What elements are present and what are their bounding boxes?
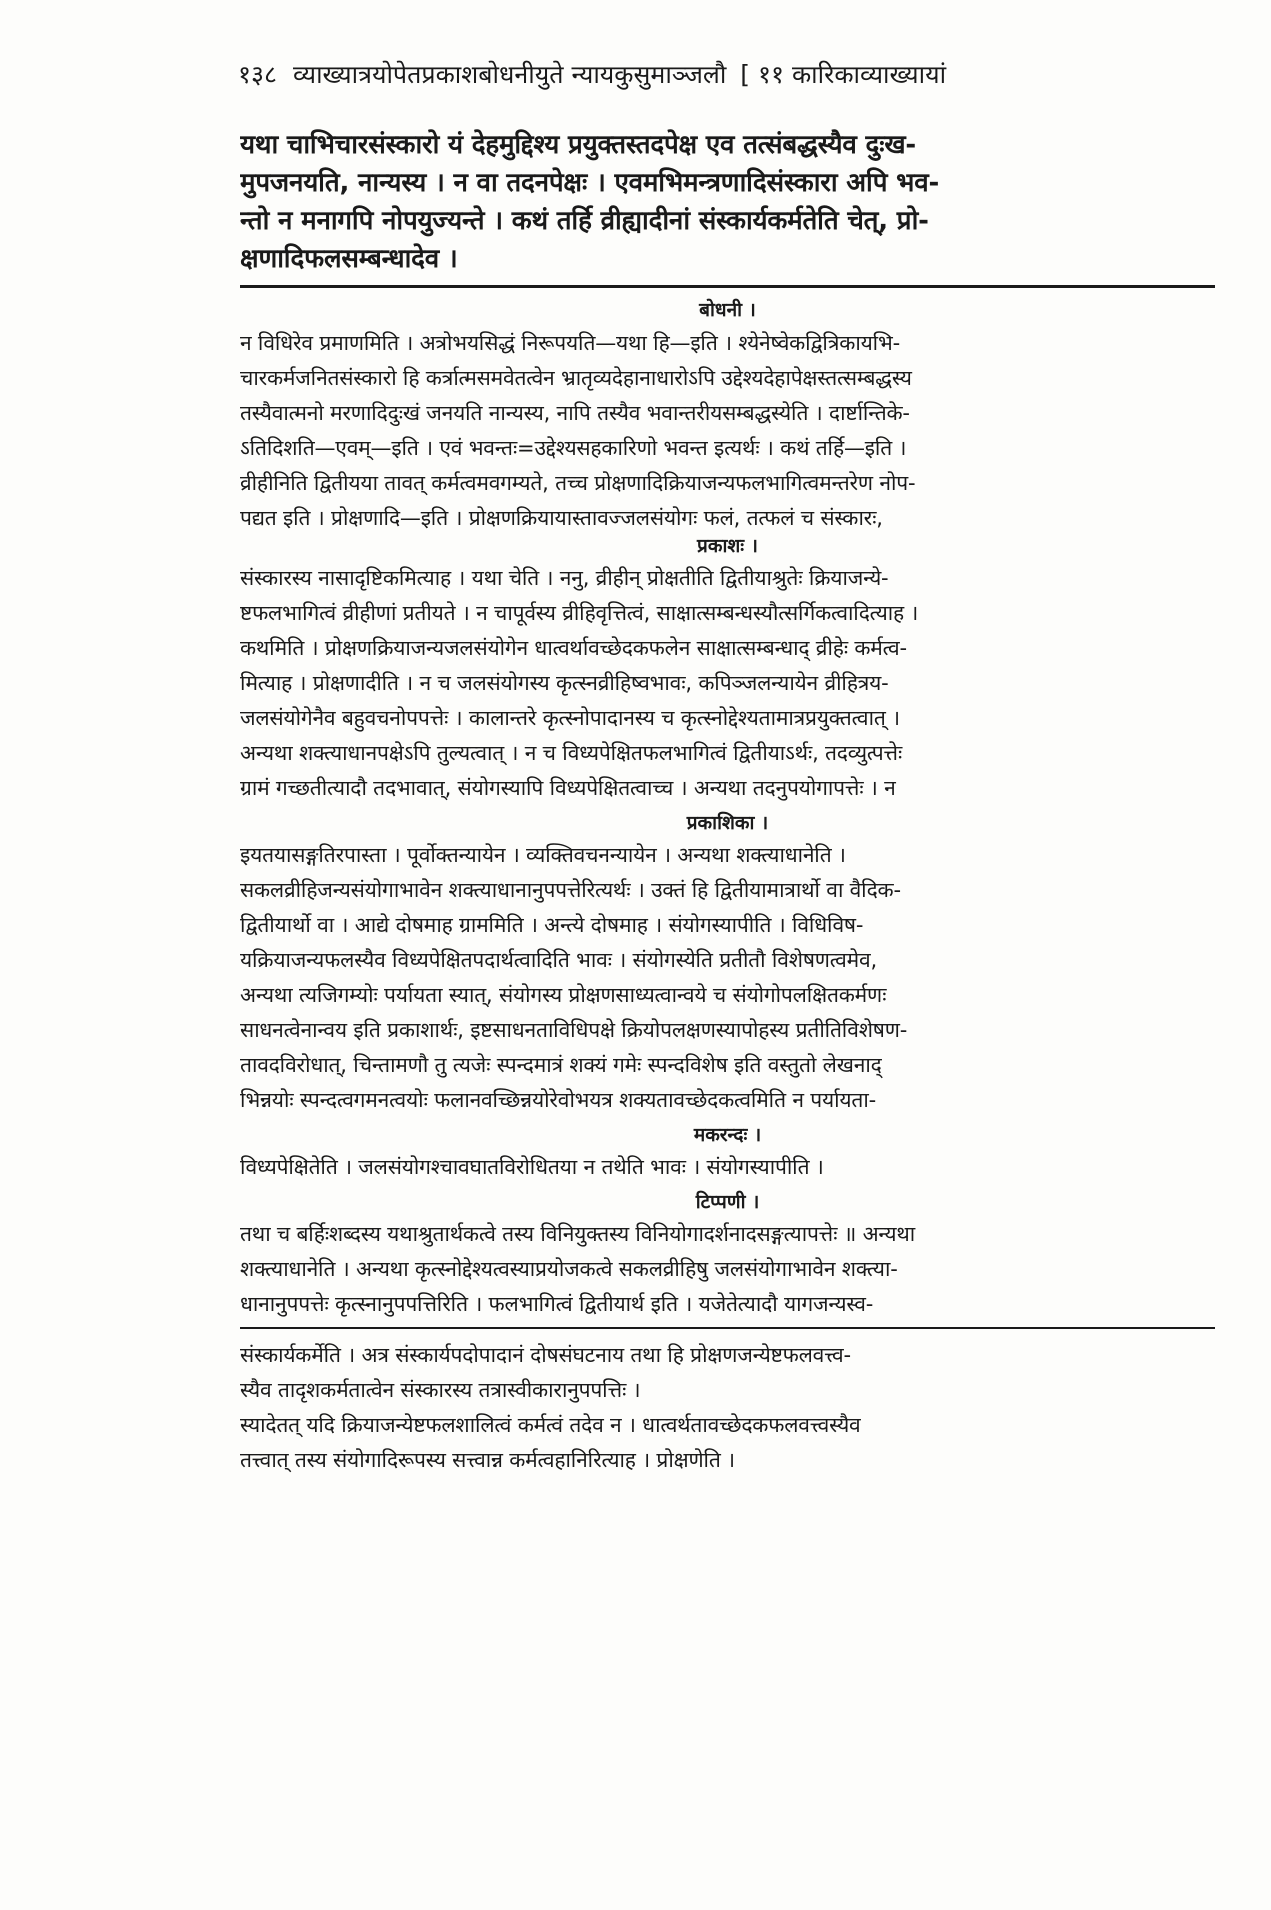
prakasha-commentary <box>240 561 1215 806</box>
prakashika-line: इयतयासङ्गतिरपास्ता । पूर्वोक्तन्यायेन । व्यक्तिवचनन्यायेन । अन्यथा शक्त्याधानेति । <box>240 843 846 867</box>
prakashika-line: सकलव्रीहिजन्यसंयोगाभावेन शक्त्याधानानुपपत्तेरित्यर्थः । उक्तं हि द्वितीयामात्रार्थो वा वैदिक- <box>240 878 901 902</box>
bodhani-line: व्रीहीनिति द्वितीयया तावत् कर्मत्वमवगम्यते, तच्च प्रोक्षणादिक्रियाजन्यफलभागित्वमन्तरेण नोप- <box>240 471 916 495</box>
bodhani-commentary <box>240 326 1215 536</box>
prakasha-line: जलसंयोगेनैव बहुवचनोपपत्तेः । कालान्तरे कृत्स्नोपादानस्य च कृत्स्नोद्देश्यतामात्रप्रयुक्तत्वात् । <box>240 706 900 730</box>
prakasha-line: मित्याह । प्रोक्षणादीति । न च जलसंयोगस्य कृत्स्नव्रीहिष्वभावः, कपिञ्जलन्यायेन व्रीहित्रय- <box>240 671 889 695</box>
bodhani-heading: बोधनी । <box>699 299 756 321</box>
main-text <box>240 126 1215 278</box>
main-text-line: यथा चाभिचारसंस्कारो यं देहमुद्दिश्य प्रयुक्तस्तदपेक्ष एव तत्संबद्धस्यैव दुःख- <box>240 130 917 160</box>
main-text-divider <box>240 285 1215 288</box>
header-title: व्याख्यात्रयोपेतप्रकाशबोधनीयुते न्यायकुसुमाञ्जलौ <box>293 60 727 89</box>
bodhani-line: चारकर्मजनितसंस्कारो हि कर्त्रात्मसमवेतत्वेन भ्रातृव्यदेहानाधारोऽपि उद्देश्यदेहापेक्षस्तत्सम्बद्धस्य <box>240 366 912 390</box>
makaranda-commentary <box>240 1150 1215 1185</box>
running-header <box>238 58 1218 92</box>
main-text-line: क्षणादिफलसम्बन्धादेव । <box>240 244 458 274</box>
prakashika-line: द्वितीयार्थो वा । आद्ये दोषमाह ग्राममिति । अन्त्ये दोषमाह । संयोगस्यापीति । विधिविष- <box>240 913 864 937</box>
tippani-heading: टिप्पणी । <box>695 1191 760 1213</box>
prakashika-line: साधनत्वेनान्वय इति प्रकाशार्थः, इष्टसाधनताविधिपक्षे क्रियोपलक्षणस्यापोहस्य प्रतीतिविशेषण- <box>240 1018 908 1042</box>
footnote-line: स्यादेतत् यदि क्रियाजन्येष्टफलशालित्वं कर्मत्वं तदेव न । धात्वर्थतावच्छेदकफलवत्त्वस्यैव <box>240 1413 861 1437</box>
tippani-commentary <box>240 1217 1215 1322</box>
prakashika-line: तावदविरोधात्, चिन्तामणौ तु त्यजेः स्पन्दमात्रं शक्यं गमेः स्पन्दविशेष इति वस्तुतो लेखनाद् <box>240 1053 882 1077</box>
makaranda-heading: मकरन्दः । <box>693 1124 762 1146</box>
prakasha-line: संस्कारस्य नासादृष्टिकमित्याह । यथा चेति । ननु, व्रीहीन् प्रोक्षतीति द्वितीयाश्रुतेः क्रियाजन्ये- <box>240 566 889 590</box>
prakashika-line: भिन्नयोः स्पन्दत्वगमनत्वयोः फलानवच्छिन्नयोरेवोभयत्र शक्यतावच्छेदकत्वमिति न पर्यायता- <box>240 1088 876 1112</box>
prakashika-heading: प्रकाशिका । <box>686 812 769 834</box>
bodhani-line: ऽतिदिशति—एवम्—इति । एवं भवन्तः=उद्देश्यसहकारिणो भवन्त इत्यर्थः । कथं तर्हि—इति । <box>240 436 907 460</box>
footnote-divider <box>240 1327 1215 1329</box>
page-number: १३८ <box>238 60 278 89</box>
prakashika-line: अन्यथा त्यजिगम्योः पर्यायता स्यात्, संयोगस्य प्रोक्षणसाध्यत्वान्वये च संयोगोपलक्षितकर्मणः <box>240 983 887 1007</box>
tippani-line: धानानुपपत्तेः कृत्स्नानुपपत्तिरिति । फलभागित्वं द्वितीयार्थ इति । यजेतेत्यादौ यागजन्यस्व- <box>240 1292 874 1316</box>
bodhani-line: तस्यैवात्मनो मरणादिदुःखं जनयति नान्यस्य, नापि तस्यैव भवान्तरीयसम्बद्धस्येति । दार्ष्टान्तिके- <box>240 401 910 425</box>
header-section: [ ११ कारिकाव्याख्यायां <box>740 60 947 89</box>
bodhani-line: न विधिरेव प्रमाणमिति । अत्रोभयसिद्धं निरूपयति—यथा हि—इति । श्येनेष्वेकद्वित्रिकायभि- <box>240 331 900 355</box>
prakasha-heading: प्रकाशः । <box>697 535 758 557</box>
prakasha-line: ग्रामं गच्छतीत्यादौ तदभावात्, संयोगस्यापि विध्यपेक्षितत्वाच्च । अन्यथा तदनुपयोगापत्तेः । न <box>240 776 896 800</box>
bodhani-line: पद्यत इति । प्रोक्षणादि—इति । प्रोक्षणक्रियायास्तावज्जलसंयोगः फलं, तत्फलं च संस्कारः, <box>240 506 883 530</box>
tippani-line: तथा च बर्हिःशब्दस्य यथाश्रुतार्थकत्वे तस्य विनियुक्तस्य विनियोगादर्शनादसङ्गत्यापत्तेः ॥ अन्यथा <box>240 1222 916 1246</box>
prakasha-line: कथमिति । प्रोक्षणक्रियाजन्यजलसंयोगेन धात्वर्थावच्छेदकफलेन साक्षात्सम्बन्धाद् व्रीहेः कर्मत्व- <box>240 636 907 660</box>
prakashika-commentary <box>240 838 1215 1118</box>
footnote-line: तत्त्वात् तस्य संयोगादिरूपस्य सत्त्वान्न कर्मत्वहानिरित्याह । प्रोक्षणेति । <box>240 1448 735 1472</box>
main-text-line: न्तो न मनागपि नोपयुज्यन्ते । कथं तर्हि व्रीह्यादीनां संस्कार्यकर्मतेति चेत्, प्रो- <box>240 206 929 236</box>
footnote-line: स्यैव तादृशकर्मतात्वेन संस्कारस्य तत्रास्वीकारानुपपत्तिः । <box>240 1378 641 1402</box>
prakashika-line: यक्रियाजन्यफलस्यैव विध्यपेक्षितपदार्थत्वादिति भावः । संयोगस्येति प्रतीतौ विशेषणत्वमेव, <box>240 948 877 972</box>
footnote-section <box>240 1338 1215 1478</box>
tippani-line: शक्त्याधानेति । अन्यथा कृत्स्नोद्देश्यत्वस्याप्रयोजकत्वे सकलव्रीहिषु जलसंयोगाभावेन शक्त्या- <box>240 1257 898 1281</box>
prakasha-line: अन्यथा शक्त्याधानपक्षेऽपि तुल्यत्वात् । न च विध्यपेक्षितफलभागित्वं द्वितीयाऽर्थः, तदव्युत्पत्तेः <box>240 741 903 765</box>
main-text-line: मुपजनयति, नान्यस्य । न वा तदनपेक्षः । एवमभिमन्त्रणादिसंस्कारा अपि भव- <box>240 168 940 198</box>
makaranda-line: विध्यपेक्षितेति । जलसंयोगश्चावघातविरोधितया न तथेति भावः । संयोगस्यापीति । <box>240 1155 824 1179</box>
footnote-line: संस्कार्यकर्मेति । अत्र संस्कार्यपदोपादानं दोषसंघटनाय तथा हि प्रोक्षणजन्येष्टफलवत्त्व- <box>240 1343 851 1367</box>
prakasha-line: ष्टफलभागित्वं व्रीहीणां प्रतीयते । न चापूर्वस्य व्रीहिवृत्तित्वं, साक्षात्सम्बन्धस्यौत्सर्गिकत्वादित्याह । <box>240 601 919 625</box>
